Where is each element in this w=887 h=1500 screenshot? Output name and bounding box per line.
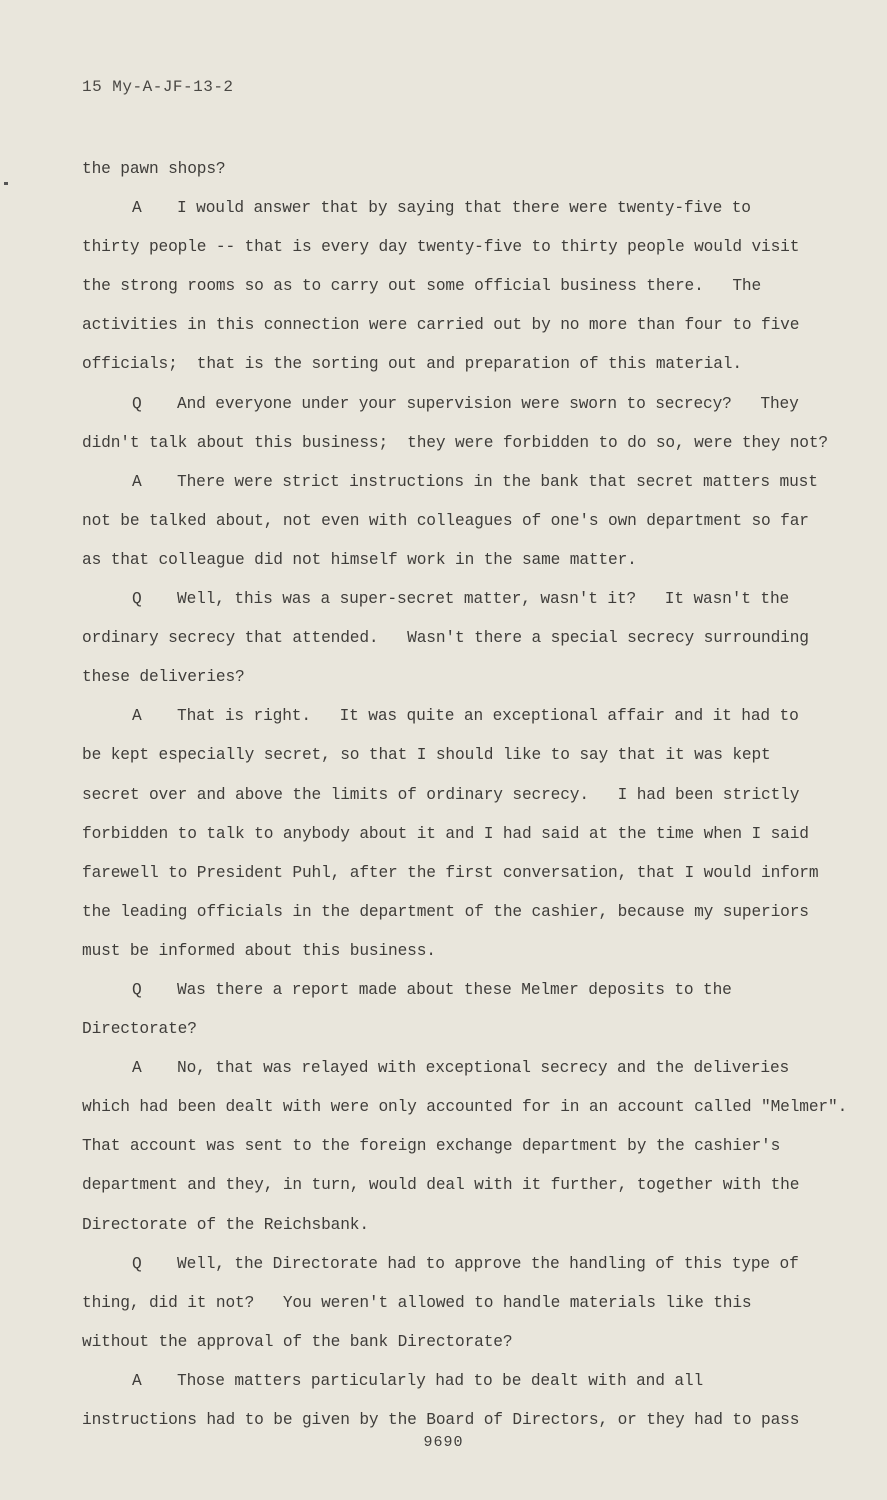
line-text: these deliveries? bbox=[82, 668, 245, 687]
line-text: must be informed about this business. bbox=[82, 941, 436, 960]
line-text: That is right. It was quite an exceptional affair and it had to bbox=[177, 707, 799, 726]
line-text: Those matters particularly had to be dealt with and all bbox=[177, 1371, 704, 1390]
transcript-line bbox=[82, 976, 852, 1015]
transcript-line bbox=[82, 741, 852, 780]
transcript-line bbox=[82, 1211, 852, 1250]
page-number: 9690 bbox=[423, 1434, 464, 1451]
line-text: Directorate of the Reichsbank. bbox=[82, 1215, 369, 1234]
line-text: without the approval of the bank Directorate? bbox=[82, 1332, 513, 1351]
line-text: No, that was relayed with exceptional secrecy and the deliveries bbox=[177, 1059, 790, 1078]
transcript-line bbox=[82, 311, 852, 350]
transcript-line bbox=[82, 624, 852, 663]
line-text: which had been dealt with were only accounted for in an account called "Melmer". bbox=[82, 1098, 848, 1117]
transcript-line bbox=[82, 663, 852, 702]
transcript-line bbox=[82, 859, 852, 898]
speaker-marker: A bbox=[132, 1059, 142, 1078]
transcript-line bbox=[82, 390, 852, 429]
speaker-marker: A bbox=[132, 707, 142, 726]
transcript-line bbox=[82, 507, 852, 546]
transcript-line bbox=[82, 1367, 852, 1406]
line-text: farewell to President Puhl, after the first conversation, that I would inform bbox=[82, 863, 819, 882]
line-text: the leading officials in the department of the cashier, because my superiors bbox=[82, 902, 809, 921]
line-text: That account was sent to the foreign exchange department by the cashier's bbox=[82, 1137, 781, 1156]
transcript-line bbox=[82, 1171, 852, 1210]
transcript-line bbox=[82, 1132, 852, 1171]
line-text: activities in this connection were carried out by no more than four to five bbox=[82, 316, 800, 335]
line-text: be kept especially secret, so that I should like to say that it was kept bbox=[82, 746, 771, 765]
line-text: Directorate? bbox=[82, 1020, 197, 1039]
transcript-line bbox=[82, 702, 852, 741]
line-text: thirty people -- that is every day twenty-five to thirty people would visit bbox=[82, 238, 800, 257]
transcript-line bbox=[82, 937, 852, 976]
transcript-line bbox=[82, 468, 852, 507]
transcript-line bbox=[82, 233, 852, 272]
line-text: Well, this was a super-secret matter, wasn't it? It wasn't the bbox=[177, 590, 790, 609]
line-text: forbidden to talk to anybody about it and I had said at the time when I said bbox=[82, 824, 809, 843]
line-text: the strong rooms so as to carry out some official business there. The bbox=[82, 277, 762, 296]
line-text: secret over and above the limits of ordinary secrecy. I had been strictly bbox=[82, 785, 800, 804]
line-text: And everyone under your supervision were sworn to secrecy? They bbox=[177, 394, 799, 413]
line-text: I would answer that by saying that there were twenty-five to bbox=[177, 199, 751, 218]
line-text: ordinary secrecy that attended. Wasn't there a special secrecy surrounding bbox=[82, 629, 809, 648]
transcript-line bbox=[82, 1054, 852, 1093]
transcript-line bbox=[82, 1093, 852, 1132]
line-text: not be talked about, not even with colleagues of one's own department so far bbox=[82, 511, 809, 530]
document-header-code: 15 My-A-JF-13-2 bbox=[82, 78, 234, 96]
speaker-marker: A bbox=[132, 472, 142, 491]
line-text: Was there a report made about these Melmer deposits to the bbox=[177, 980, 732, 999]
transcript-line bbox=[82, 585, 852, 624]
margin-mark bbox=[4, 182, 8, 185]
transcript-body bbox=[82, 155, 852, 1445]
transcript-line bbox=[82, 898, 852, 937]
transcript-line bbox=[82, 781, 852, 820]
transcript-line bbox=[82, 1328, 852, 1367]
line-text: as that colleague did not himself work in the same matter. bbox=[82, 550, 637, 569]
transcript-line bbox=[82, 272, 852, 311]
line-text: officials; that is the sorting out and preparation of this material. bbox=[82, 355, 742, 374]
speaker-marker: A bbox=[132, 199, 142, 218]
transcript-line bbox=[82, 1289, 852, 1328]
line-text: Well, the Directorate had to approve the handling of this type of bbox=[177, 1254, 799, 1273]
transcript-line bbox=[82, 350, 852, 389]
line-text: instructions had to be given by the Board of Directors, or they had to pass bbox=[82, 1411, 800, 1429]
transcript-line bbox=[82, 194, 852, 233]
transcript-line bbox=[82, 155, 852, 194]
line-text: thing, did it not? You weren't allowed to handle materials like this bbox=[82, 1293, 752, 1312]
line-text: didn't talk about this business; they were forbidden to do so, were they not? bbox=[82, 433, 828, 452]
speaker-marker: Q bbox=[132, 590, 142, 609]
transcript-line bbox=[82, 546, 852, 585]
line-text: department and they, in turn, would deal with it further, together with the bbox=[82, 1176, 800, 1195]
transcript-line bbox=[82, 1015, 852, 1054]
speaker-marker: A bbox=[132, 1371, 142, 1390]
transcript-line bbox=[82, 429, 852, 468]
transcript-line bbox=[82, 1250, 852, 1289]
speaker-marker: Q bbox=[132, 980, 142, 999]
line-text: There were strict instructions in the bank that secret matters must bbox=[177, 472, 818, 491]
speaker-marker: Q bbox=[132, 394, 142, 413]
line-text: the pawn shops? bbox=[82, 160, 226, 178]
speaker-marker: Q bbox=[132, 1254, 142, 1273]
transcript-line bbox=[82, 820, 852, 859]
